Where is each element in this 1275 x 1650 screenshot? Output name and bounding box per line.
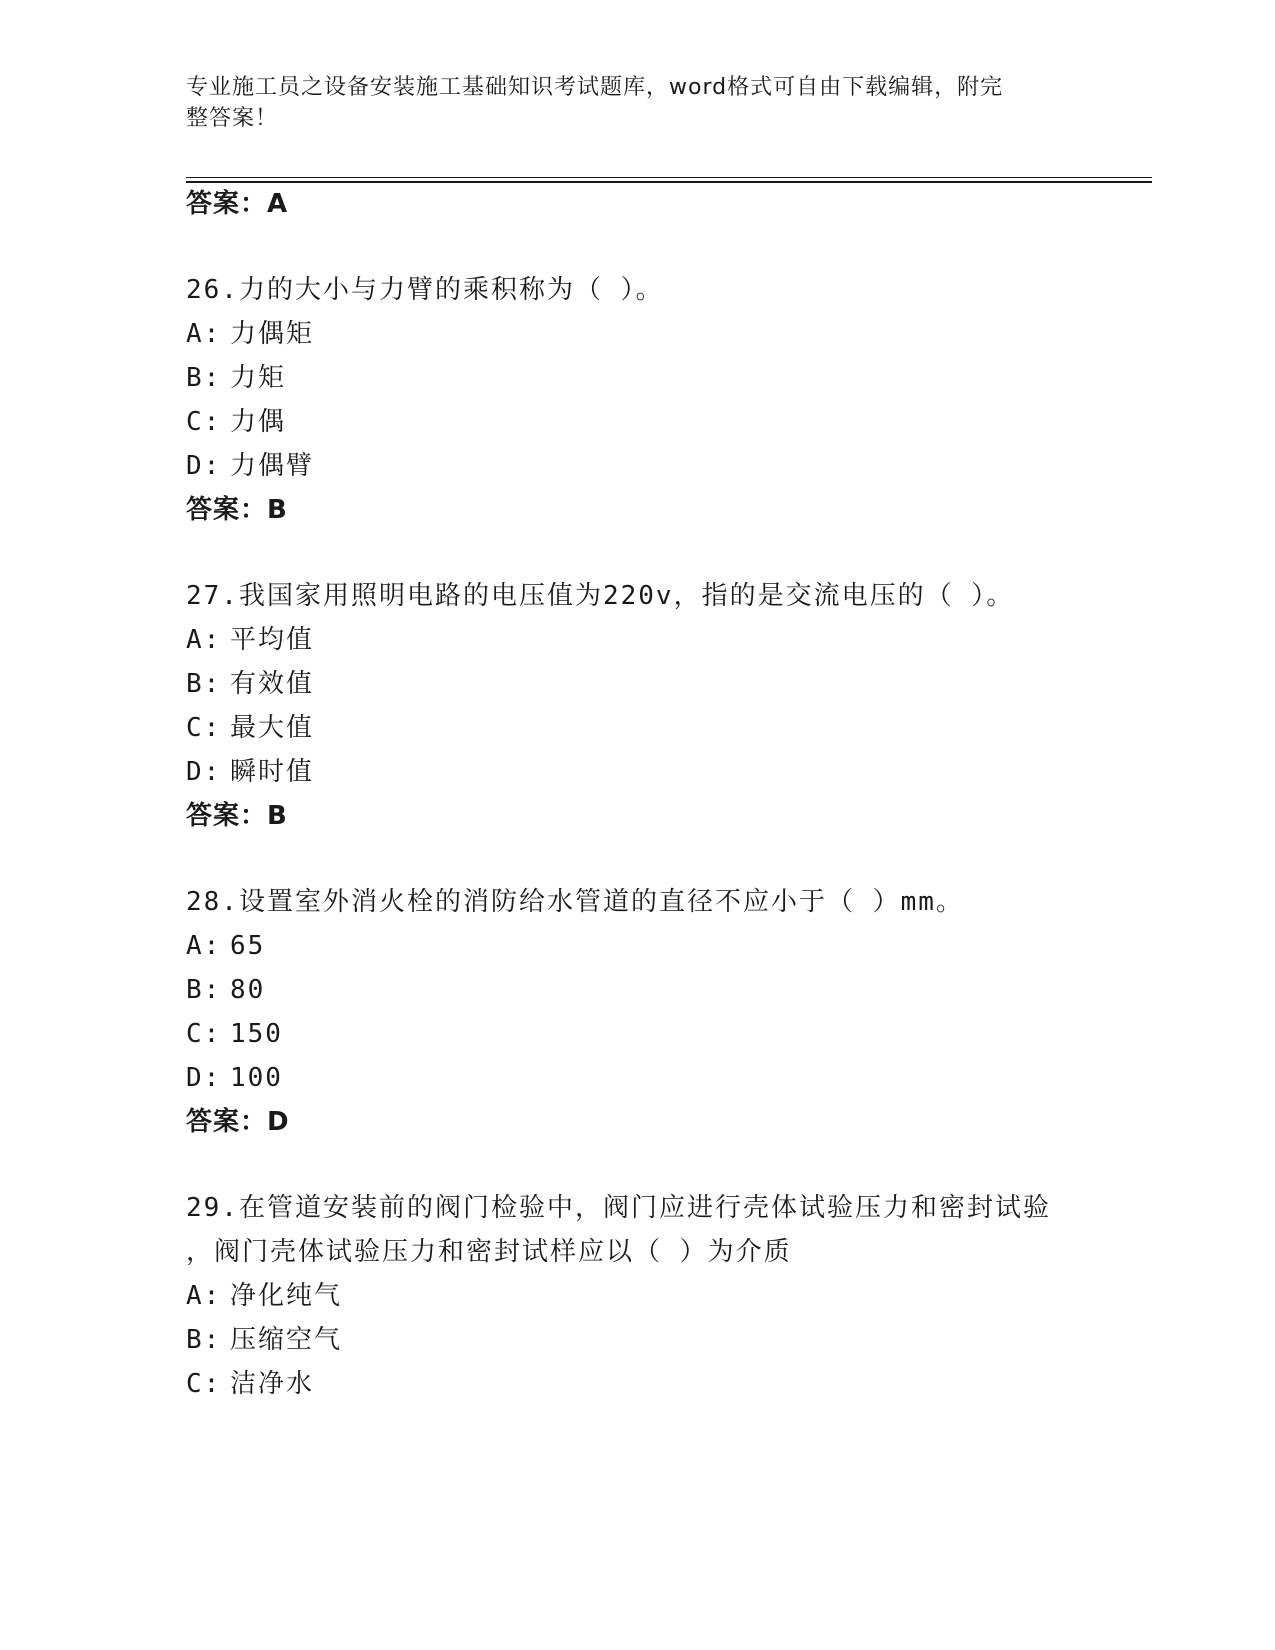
option-b (186, 361, 286, 395)
header-line-1: 专业施工员之设备安装施工基础知识考试题库，word格式可自由下载编辑，附完 (186, 75, 1004, 100)
option-prefix: A: (186, 625, 222, 655)
answer-line: 答案：A (186, 189, 289, 219)
option-b (186, 973, 265, 1007)
option-prefix: C: (186, 713, 222, 743)
option-c (186, 1367, 314, 1401)
question-29-line-1: 29.在管道安装前的阀门检验中，阀门应进行壳体试验压力和密封试验 (186, 1193, 1051, 1223)
option-prefix: D: (186, 757, 222, 787)
option-b (186, 1323, 342, 1357)
option-text: 65 (230, 931, 266, 961)
option-prefix: A: (186, 1281, 222, 1311)
option-text: 力偶矩 (230, 319, 315, 349)
option-prefix: B: (186, 975, 222, 1005)
answer-line: 答案：B (186, 801, 288, 831)
option-text: 力偶臂 (230, 451, 315, 481)
option-text: 最大值 (230, 713, 315, 743)
question-27: 27.我国家用照明电路的电压值为220v，指的是交流电压的（ ）。 (186, 581, 1015, 611)
question-26: 26.力的大小与力臂的乘积称为（ ）。 (186, 275, 664, 305)
option-b (186, 667, 314, 701)
header-divider-thin (186, 177, 1152, 178)
option-text: 净化纯气 (230, 1281, 343, 1311)
option-prefix: A: (186, 319, 222, 349)
option-text: 力偶 (230, 407, 287, 437)
option-text: 有效值 (230, 669, 315, 699)
option-prefix: A: (186, 931, 222, 961)
option-text: 平均值 (230, 625, 315, 655)
option-text: 力矩 (230, 363, 287, 393)
option-c (186, 1017, 283, 1051)
option-prefix: B: (186, 669, 222, 699)
option-text: 压缩空气 (230, 1325, 343, 1355)
answer-line: 答案：D (186, 1107, 290, 1137)
answer-line: 答案：B (186, 495, 288, 525)
option-prefix: C: (186, 407, 222, 437)
option-a (186, 1279, 342, 1313)
option-text: 80 (230, 975, 266, 1005)
option-c (186, 405, 286, 439)
question-29-line-2: ，阀门壳体试验压力和密封试样应以（ ）为介质 (186, 1237, 792, 1267)
option-prefix: C: (186, 1019, 222, 1049)
option-text: 150 (230, 1019, 283, 1049)
header-divider-thick (186, 181, 1152, 183)
option-prefix: B: (186, 363, 222, 393)
option-d (186, 449, 314, 483)
option-a (186, 623, 314, 657)
option-prefix: C: (186, 1369, 222, 1399)
header-line-2: 整答案！ (186, 106, 279, 131)
option-text: 瞬时值 (230, 757, 315, 787)
option-text: 100 (230, 1063, 283, 1093)
option-prefix: B: (186, 1325, 222, 1355)
option-c (186, 711, 314, 745)
document-header (186, 72, 1066, 134)
option-d (186, 755, 314, 789)
option-prefix: D: (186, 451, 222, 481)
option-prefix: D: (186, 1063, 222, 1093)
option-d (186, 1061, 283, 1095)
option-a (186, 929, 265, 963)
question-28: 28.设置室外消火栓的消防给水管道的直径不应小于（ ）mm。 (186, 887, 964, 917)
option-text: 洁净水 (230, 1369, 315, 1399)
option-a (186, 317, 314, 351)
